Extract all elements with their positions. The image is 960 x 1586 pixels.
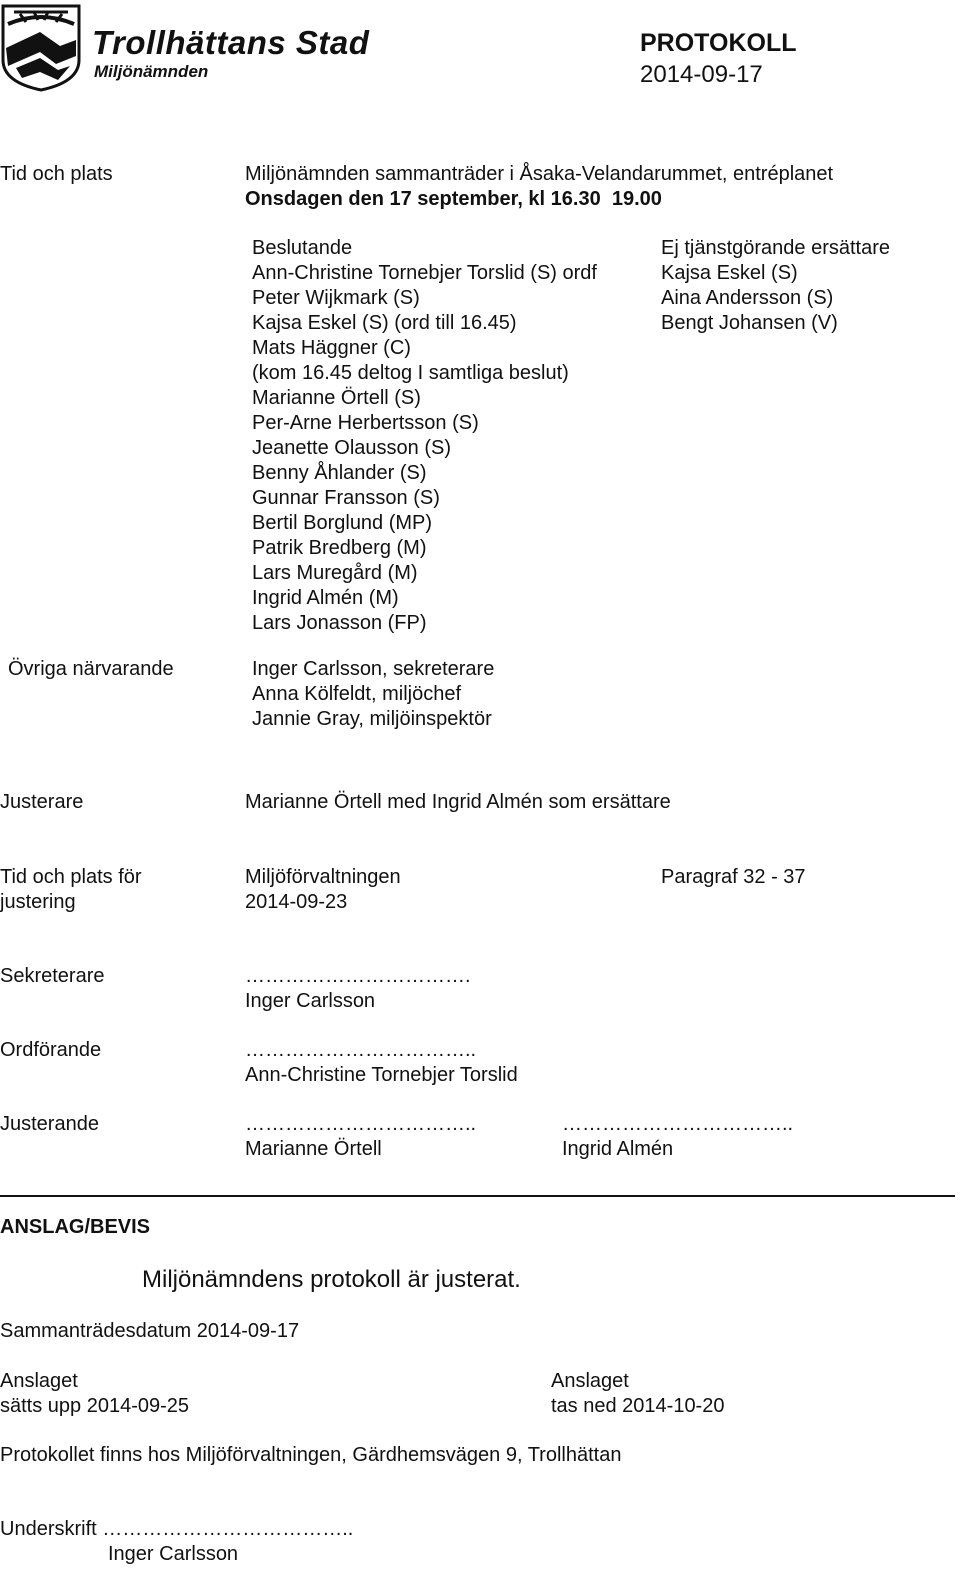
list-item: Bertil Borglund (MP) <box>252 512 433 534</box>
notice-meeting-date: Sammanträdesdatum 2014-09-17 <box>0 1320 300 1342</box>
adjuster-value: Marianne Örtell med Ingrid Almén som ersättare <box>245 791 671 813</box>
adjustment-label: Tid och plats för <box>0 866 142 888</box>
meeting-place: Miljönämnden sammanträder i Åsaka-Velandarummet, entréplanet <box>245 163 834 185</box>
list-item: Benny Åhlander (S) <box>252 462 427 484</box>
list-item: Lars Muregård (M) <box>252 562 418 584</box>
notice-location: Protokollet finns hos Miljöförvaltningen, Gärdhemsvägen 9, Trollhättan <box>0 1444 622 1466</box>
org-name: Trollhättans Stad <box>92 24 370 61</box>
adjusting-label: Justerande <box>0 1113 99 1135</box>
signature-label: Underskrift ……………………………….. <box>0 1518 354 1540</box>
adjustment-paragraphs: Paragraf 32 - 37 <box>661 866 806 888</box>
substitutes-list <box>661 236 890 336</box>
list-item: Kajsa Eskel (S) <box>661 262 798 284</box>
others-label: Övriga närvarande <box>8 658 174 680</box>
list-item: Per-Arne Herbertsson (S) <box>252 412 479 434</box>
secretary-label: Sekreterare <box>0 965 105 987</box>
substitutes-heading: Ej tjänstgörande ersättare <box>661 237 891 259</box>
list-item: (kom 16.45 deltog I samtliga beslut) <box>252 362 569 384</box>
adjusting2-signature-line: …………………………….. <box>562 1113 794 1135</box>
posted-value: sätts upp 2014-09-25 <box>0 1395 190 1417</box>
adjustment-place: Miljöförvaltningen <box>245 866 401 888</box>
secretary-name: Inger Carlsson <box>245 990 376 1012</box>
list-item: Marianne Örtell (S) <box>252 387 421 409</box>
meeting-label: Tid och plats <box>0 163 113 185</box>
adjuster-label: Justerare <box>0 791 84 813</box>
removed-value: tas ned 2014-10-20 <box>551 1395 725 1417</box>
deciding-heading: Beslutande <box>252 237 353 259</box>
adjustment-date: 2014-09-23 <box>245 891 348 913</box>
adjusting2-name: Ingrid Almén <box>562 1138 674 1160</box>
list-item: Ingrid Almén (M) <box>252 587 399 609</box>
meeting-time: Onsdagen den 17 september, kl 16.30 19.00 <box>245 188 662 210</box>
list-item: Bengt Johansen (V) <box>661 312 838 334</box>
secretary-signature-line: ……………………………. <box>245 965 471 987</box>
list-item: Peter Wijkmark (S) <box>252 287 420 309</box>
notice-heading: ANSLAG/BEVIS <box>0 1216 151 1238</box>
list-item: Inger Carlsson, sekreterare <box>252 658 495 680</box>
doc-type: PROTOKOLL <box>640 29 797 57</box>
adjusting1-name: Marianne Örtell <box>245 1138 382 1160</box>
list-item: Lars Jonasson (FP) <box>252 612 427 634</box>
divider <box>0 1195 955 1197</box>
others-list <box>252 657 494 732</box>
deciding-list <box>252 236 597 636</box>
list-item: Anna Kölfeldt, miljöchef <box>252 683 462 705</box>
adjusting1-signature-line: …………………………….. <box>245 1113 477 1135</box>
list-item: Gunnar Fransson (S) <box>252 487 440 509</box>
list-item: Aina Andersson (S) <box>661 287 834 309</box>
list-item: Jannie Gray, miljöinspektör <box>252 708 492 730</box>
notice-statement: Miljönämndens protokoll är justerat. <box>142 1266 521 1293</box>
posted-label: Anslaget <box>0 1370 78 1392</box>
signature-name: Inger Carlsson <box>108 1543 239 1565</box>
chair-signature-line: …………………………….. <box>245 1039 477 1061</box>
list-item: Ann-Christine Tornebjer Torslid (S) ordf <box>252 262 597 284</box>
removed-label: Anslaget <box>551 1370 629 1392</box>
org-unit: Miljönämnden <box>94 62 209 81</box>
list-item: Patrik Bredberg (M) <box>252 537 427 559</box>
list-item: Mats Häggner (C) <box>252 337 411 359</box>
doc-date: 2014-09-17 <box>640 61 763 88</box>
municipal-coat-of-arms-icon <box>0 2 82 92</box>
chair-label: Ordförande <box>0 1039 102 1061</box>
chair-name: Ann-Christine Tornebjer Torslid <box>245 1064 518 1086</box>
adjustment-label-2: justering <box>0 891 76 913</box>
list-item: Jeanette Olausson (S) <box>252 437 451 459</box>
list-item: Kajsa Eskel (S) (ord till 16.45) <box>252 312 517 334</box>
